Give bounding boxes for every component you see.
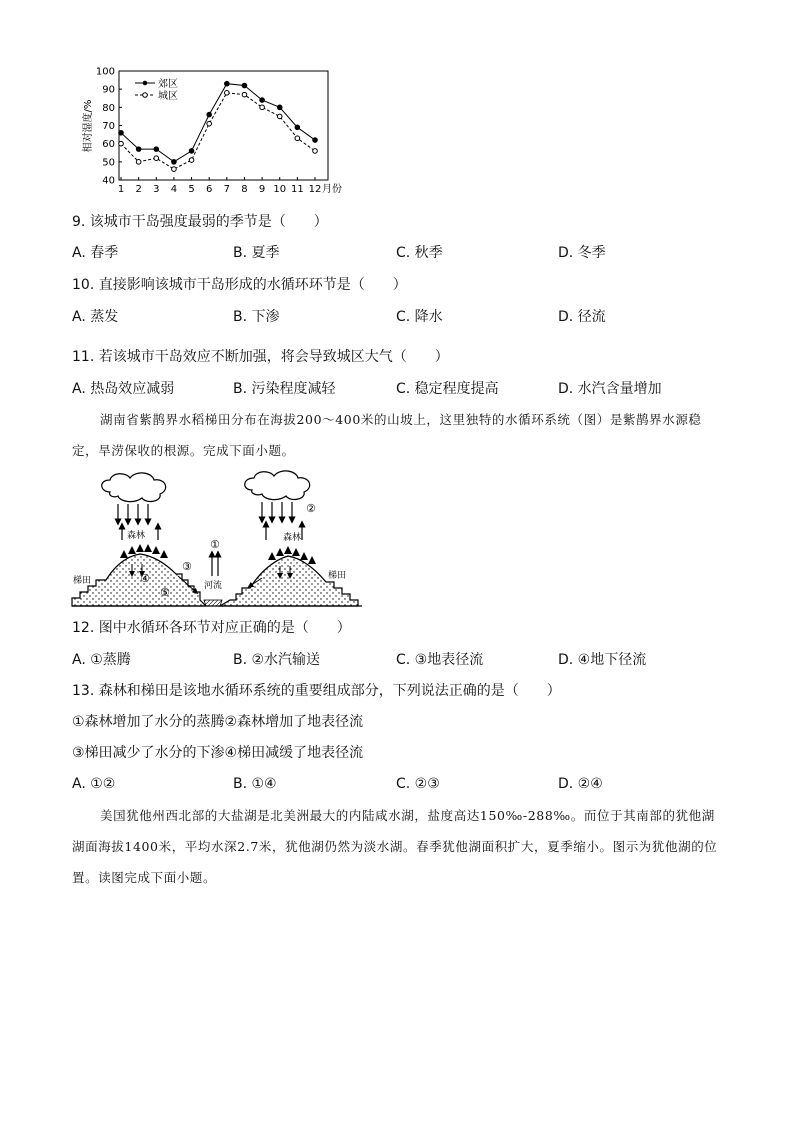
q13-statements-1: ①森林增加了水分的蒸腾②森林增加了地表径流 (72, 714, 364, 730)
x-tick-label: 10 (273, 184, 287, 195)
y-tick-label: 40 (102, 175, 115, 187)
river (204, 600, 222, 606)
x-tick-label: 12 (308, 184, 322, 195)
data-point-suburb (225, 81, 230, 86)
legend-marker-urban (143, 93, 148, 98)
label-terrace-right: 梯田 (328, 571, 347, 581)
data-point-suburb (242, 83, 247, 88)
x-tick-label: 7 (223, 184, 231, 195)
q11-option-b[interactable]: B. 污染程度减轻 (233, 381, 336, 397)
label-1: ① (210, 538, 220, 551)
x-tick-label: 6 (205, 184, 213, 195)
label-3: ③ (182, 560, 192, 573)
label-terrace-left: 梯田 (73, 576, 92, 586)
hill-right (220, 556, 358, 606)
legend-label-suburb: 郊区 (158, 79, 178, 90)
q10-stem: 10. 直接影响该城市干岛形成的水循环环节是（ ） (72, 277, 407, 293)
x-tick-label: 5 (188, 184, 195, 195)
x-tick-label: 8 (241, 184, 248, 195)
data-point-suburb (189, 149, 194, 154)
label-river: 河流 (204, 581, 223, 591)
q9-option-c[interactable]: C. 秋季 (396, 245, 443, 261)
data-point-suburb (119, 130, 124, 135)
data-point-urban (154, 156, 159, 161)
y-tick-label: 100 (95, 66, 115, 78)
x-tick-label: 9 (258, 184, 266, 195)
humidity-line-chart (80, 62, 370, 197)
data-point-urban (260, 105, 265, 110)
legend-marker-suburb (143, 81, 148, 86)
q9-stem: 9. 该城市干岛强度最弱的季节是（ ） (72, 214, 328, 230)
q10-option-a[interactable]: A. 蒸发 (72, 309, 119, 325)
passage-ziquejie: 湖南省紫鹊界水稻梯田分布在海拔200～400米的山坡上，这里独特的水循环系统（图）是紫鹊界水源稳定，旱涝保收的根源。完成下面小题。 (72, 412, 702, 458)
data-point-suburb (136, 147, 141, 152)
label-4: ④ (140, 572, 150, 585)
data-point-urban (207, 121, 212, 126)
y-tick-label: 50 (102, 157, 115, 169)
cloud-left (102, 473, 166, 502)
passage-utah-lake: 美国犹他州西北部的大盐湖是北美洲最大的内陆咸水湖，盐度高达150‰-288‰。而位于其南部的犹他湖湖面海拔1400米，平均水深2.7米，犹他湖仍然为淡水湖。春季犹他湖面积扩大，夏季缩小。图示为犹他湖的位置。读图完成下面小题。 (72, 808, 718, 885)
data-point-urban (136, 160, 141, 165)
q11-option-a[interactable]: A. 热岛效应减弱 (72, 381, 175, 397)
data-point-urban (295, 136, 300, 141)
data-point-urban (189, 158, 194, 163)
q10-option-b[interactable]: B. 下渗 (233, 309, 280, 325)
x-tick-label: 1 (117, 184, 125, 195)
chart-legend (135, 78, 178, 102)
data-point-suburb (260, 98, 265, 103)
precipitation-arrows-left (118, 504, 148, 522)
data-point-suburb (313, 138, 318, 143)
y-axis-label: 相对湿度/% (83, 99, 94, 153)
data-point-urban (119, 141, 124, 146)
x-tick-label: 11 (290, 184, 304, 195)
q13-statements-2: ③梯田减少了水分的下渗④梯田减缓了地表径流 (72, 745, 364, 761)
label-forest-right: 森林 (283, 533, 302, 543)
data-point-suburb (154, 147, 159, 152)
q9-option-b[interactable]: B. 夏季 (233, 245, 280, 261)
data-point-suburb (295, 125, 300, 130)
y-tick-label: 60 (102, 139, 115, 151)
data-point-urban (172, 167, 177, 172)
data-point-suburb (172, 160, 177, 165)
data-point-urban (277, 114, 282, 119)
label-5: ⑤ (160, 586, 170, 599)
data-point-urban (313, 149, 318, 154)
q9-option-d[interactable]: D. 冬季 (558, 245, 606, 261)
y-tick-label: 70 (102, 121, 115, 132)
q13-option-d[interactable]: D. ②④ (558, 776, 603, 792)
q13-stem: 13. 森林和梯田是该地水循环系统的重要组成部分，下列说法正确的是（ ） (72, 683, 561, 699)
q11-stem: 11. 若该城市干岛效应不断加强，将会导致城区大气（ ） (72, 349, 449, 365)
cloud-right (245, 471, 310, 500)
x-tick-label: 4 (170, 184, 178, 195)
x-tick-label: 3 (153, 184, 160, 195)
data-point-urban (242, 92, 247, 97)
q12-stem: 12. 图中水循环各环节对应正确的是（ ） (72, 620, 351, 636)
legend-label-urban: 城区 (158, 91, 178, 102)
q13-option-a[interactable]: A. ①② (72, 776, 116, 792)
data-point-suburb (207, 112, 212, 117)
label-forest-left: 森林 (127, 531, 146, 541)
data-point-suburb (277, 105, 282, 110)
q13-option-c[interactable]: C. ②③ (396, 776, 440, 792)
series-line-urban (121, 93, 315, 169)
q10-option-d[interactable]: D. 径流 (558, 309, 606, 325)
q11-option-d[interactable]: D. 水汽含量增加 (558, 381, 662, 397)
x-axis-unit-label: 月份 (322, 184, 342, 195)
q10-option-c[interactable]: C. 降水 (396, 309, 443, 325)
y-tick-label: 80 (102, 102, 115, 114)
precipitation-arrows-right (262, 502, 292, 520)
label-2: ② (306, 502, 316, 515)
y-tick-label: 90 (102, 84, 115, 96)
x-tick-label: 2 (135, 184, 142, 195)
q12-option-d[interactable]: D. ④地下径流 (558, 652, 647, 668)
q11-option-c[interactable]: C. 稳定程度提高 (396, 381, 499, 397)
q9-option-a[interactable]: A. 春季 (72, 245, 119, 261)
water-cycle-diagram (70, 468, 370, 613)
q12-option-c[interactable]: C. ③地表径流 (396, 652, 484, 668)
q13-option-b[interactable]: B. ①④ (233, 776, 277, 792)
data-point-urban (225, 91, 230, 96)
q12-option-b[interactable]: B. ②水汽输送 (233, 652, 321, 668)
q12-option-a[interactable]: A. ①蒸腾 (72, 652, 131, 668)
